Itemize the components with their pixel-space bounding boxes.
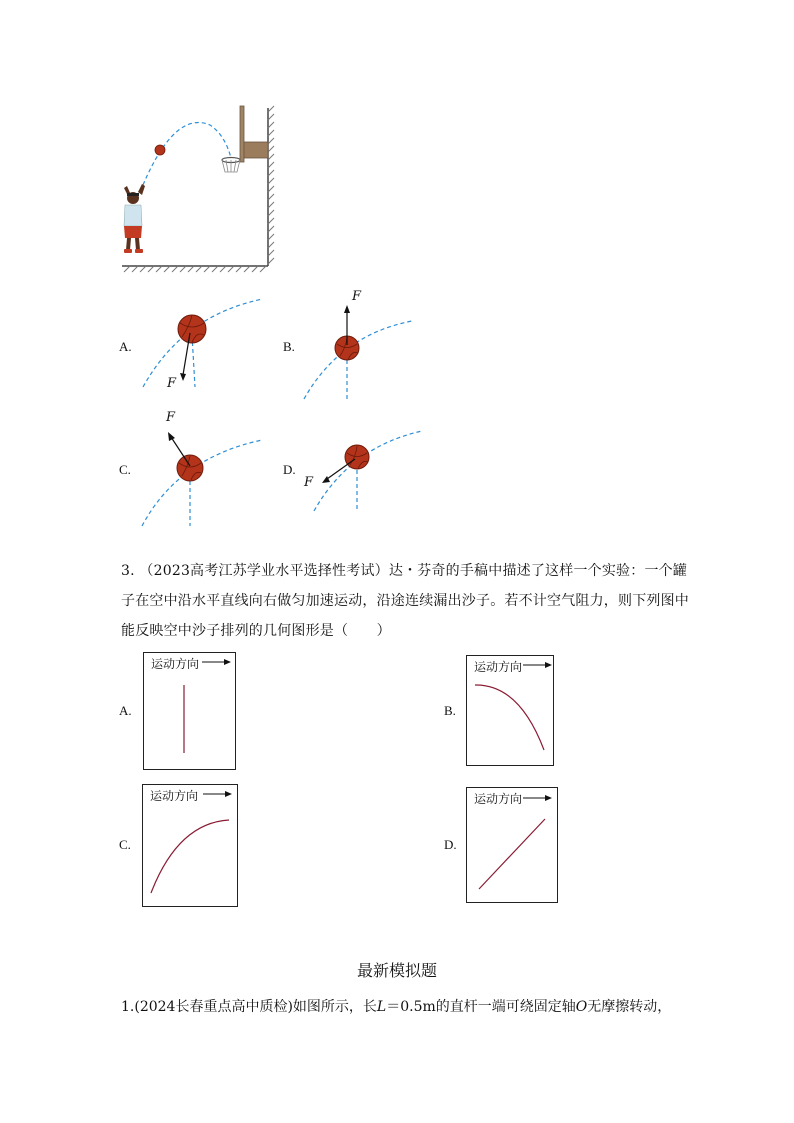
- q2-option-a-label[interactable]: A.: [119, 339, 132, 354]
- motion-direction-label: 运动方向: [474, 792, 523, 806]
- q3-option-c-label[interactable]: C.: [119, 837, 131, 852]
- q2-option-c-figure: [138, 410, 278, 530]
- var-O: O: [575, 999, 588, 1015]
- sand-trajectory-vertical: [144, 653, 235, 769]
- q3-option-d-label[interactable]: D.: [444, 837, 457, 852]
- sand-trajectory-upward-curve: [143, 785, 237, 906]
- q3-option-d-box[interactable]: [466, 787, 558, 903]
- backboard: [240, 106, 244, 162]
- ground-hatching: [124, 266, 266, 272]
- q2-option-a-figure: [138, 295, 278, 395]
- q3-source: （2023高考江苏学业水平选择性考试）: [139, 563, 389, 579]
- motion-direction-label: 运动方向: [150, 789, 199, 803]
- player-figure: [124, 184, 145, 253]
- sand-trajectory-diagonal-line: [467, 788, 557, 902]
- q2-option-d-force-label: F: [304, 475, 314, 490]
- q3-option-a-label[interactable]: A.: [119, 703, 132, 718]
- basketball-icon: [178, 315, 206, 343]
- q2-option-c-label[interactable]: C.: [119, 462, 131, 477]
- basketball-icon: [177, 455, 203, 481]
- q3-option-b-box[interactable]: [466, 655, 554, 766]
- basketball-scene-figure: [0, 0, 794, 290]
- q3-text-line-3: 能反映空中沙子排列的几何图形是（ ）: [121, 623, 391, 639]
- q2-option-b-figure: [300, 295, 430, 405]
- flying-basketball: [155, 145, 165, 155]
- q2-option-b-label[interactable]: B.: [283, 339, 295, 354]
- next-question-text-a: 如图所示，长: [292, 999, 377, 1015]
- q2-option-d-label[interactable]: D.: [283, 462, 296, 477]
- q3-line-1: [121, 556, 688, 586]
- next-question-source: (2024长春重点高中质检): [134, 999, 293, 1015]
- next-question-number: 1.: [121, 999, 135, 1015]
- section-title: 最新模拟题: [356, 961, 437, 980]
- hoop-bracket: [244, 142, 268, 158]
- q3-number: 3.: [121, 563, 135, 579]
- var-L: L: [376, 999, 387, 1015]
- wall-hatching: [268, 106, 274, 264]
- next-question-text-c: 无摩擦转动，: [587, 999, 672, 1015]
- q3-option-b-label[interactable]: B.: [444, 703, 456, 718]
- q3-option-c-box[interactable]: [142, 784, 238, 907]
- q3-text-line-2: 子在空中沿水平直线向右做匀加速运动，沿途连续漏出沙子。若不计空气阻力，则下列图中: [121, 593, 689, 609]
- q3-option-a-box[interactable]: [143, 652, 236, 770]
- q2-option-a-force-label: F: [167, 376, 177, 391]
- q2-option-d-figure: [300, 425, 430, 525]
- sand-trajectory-downward-curve: [467, 656, 553, 765]
- q3-question-text: [121, 556, 689, 646]
- next-question-text: [121, 996, 671, 1016]
- motion-direction-label: 运动方向: [474, 660, 523, 674]
- q2-option-b-force-label: F: [352, 289, 362, 304]
- motion-direction-label: 运动方向: [151, 657, 200, 671]
- next-question-text-b: ＝0.5m的直杆一端可绕固定轴: [386, 999, 576, 1015]
- q2-option-c-force-label: F: [166, 410, 176, 425]
- q3-text-line-1: 达・芬奇的手稿中描述了这样一个实验：一个罐: [388, 563, 688, 579]
